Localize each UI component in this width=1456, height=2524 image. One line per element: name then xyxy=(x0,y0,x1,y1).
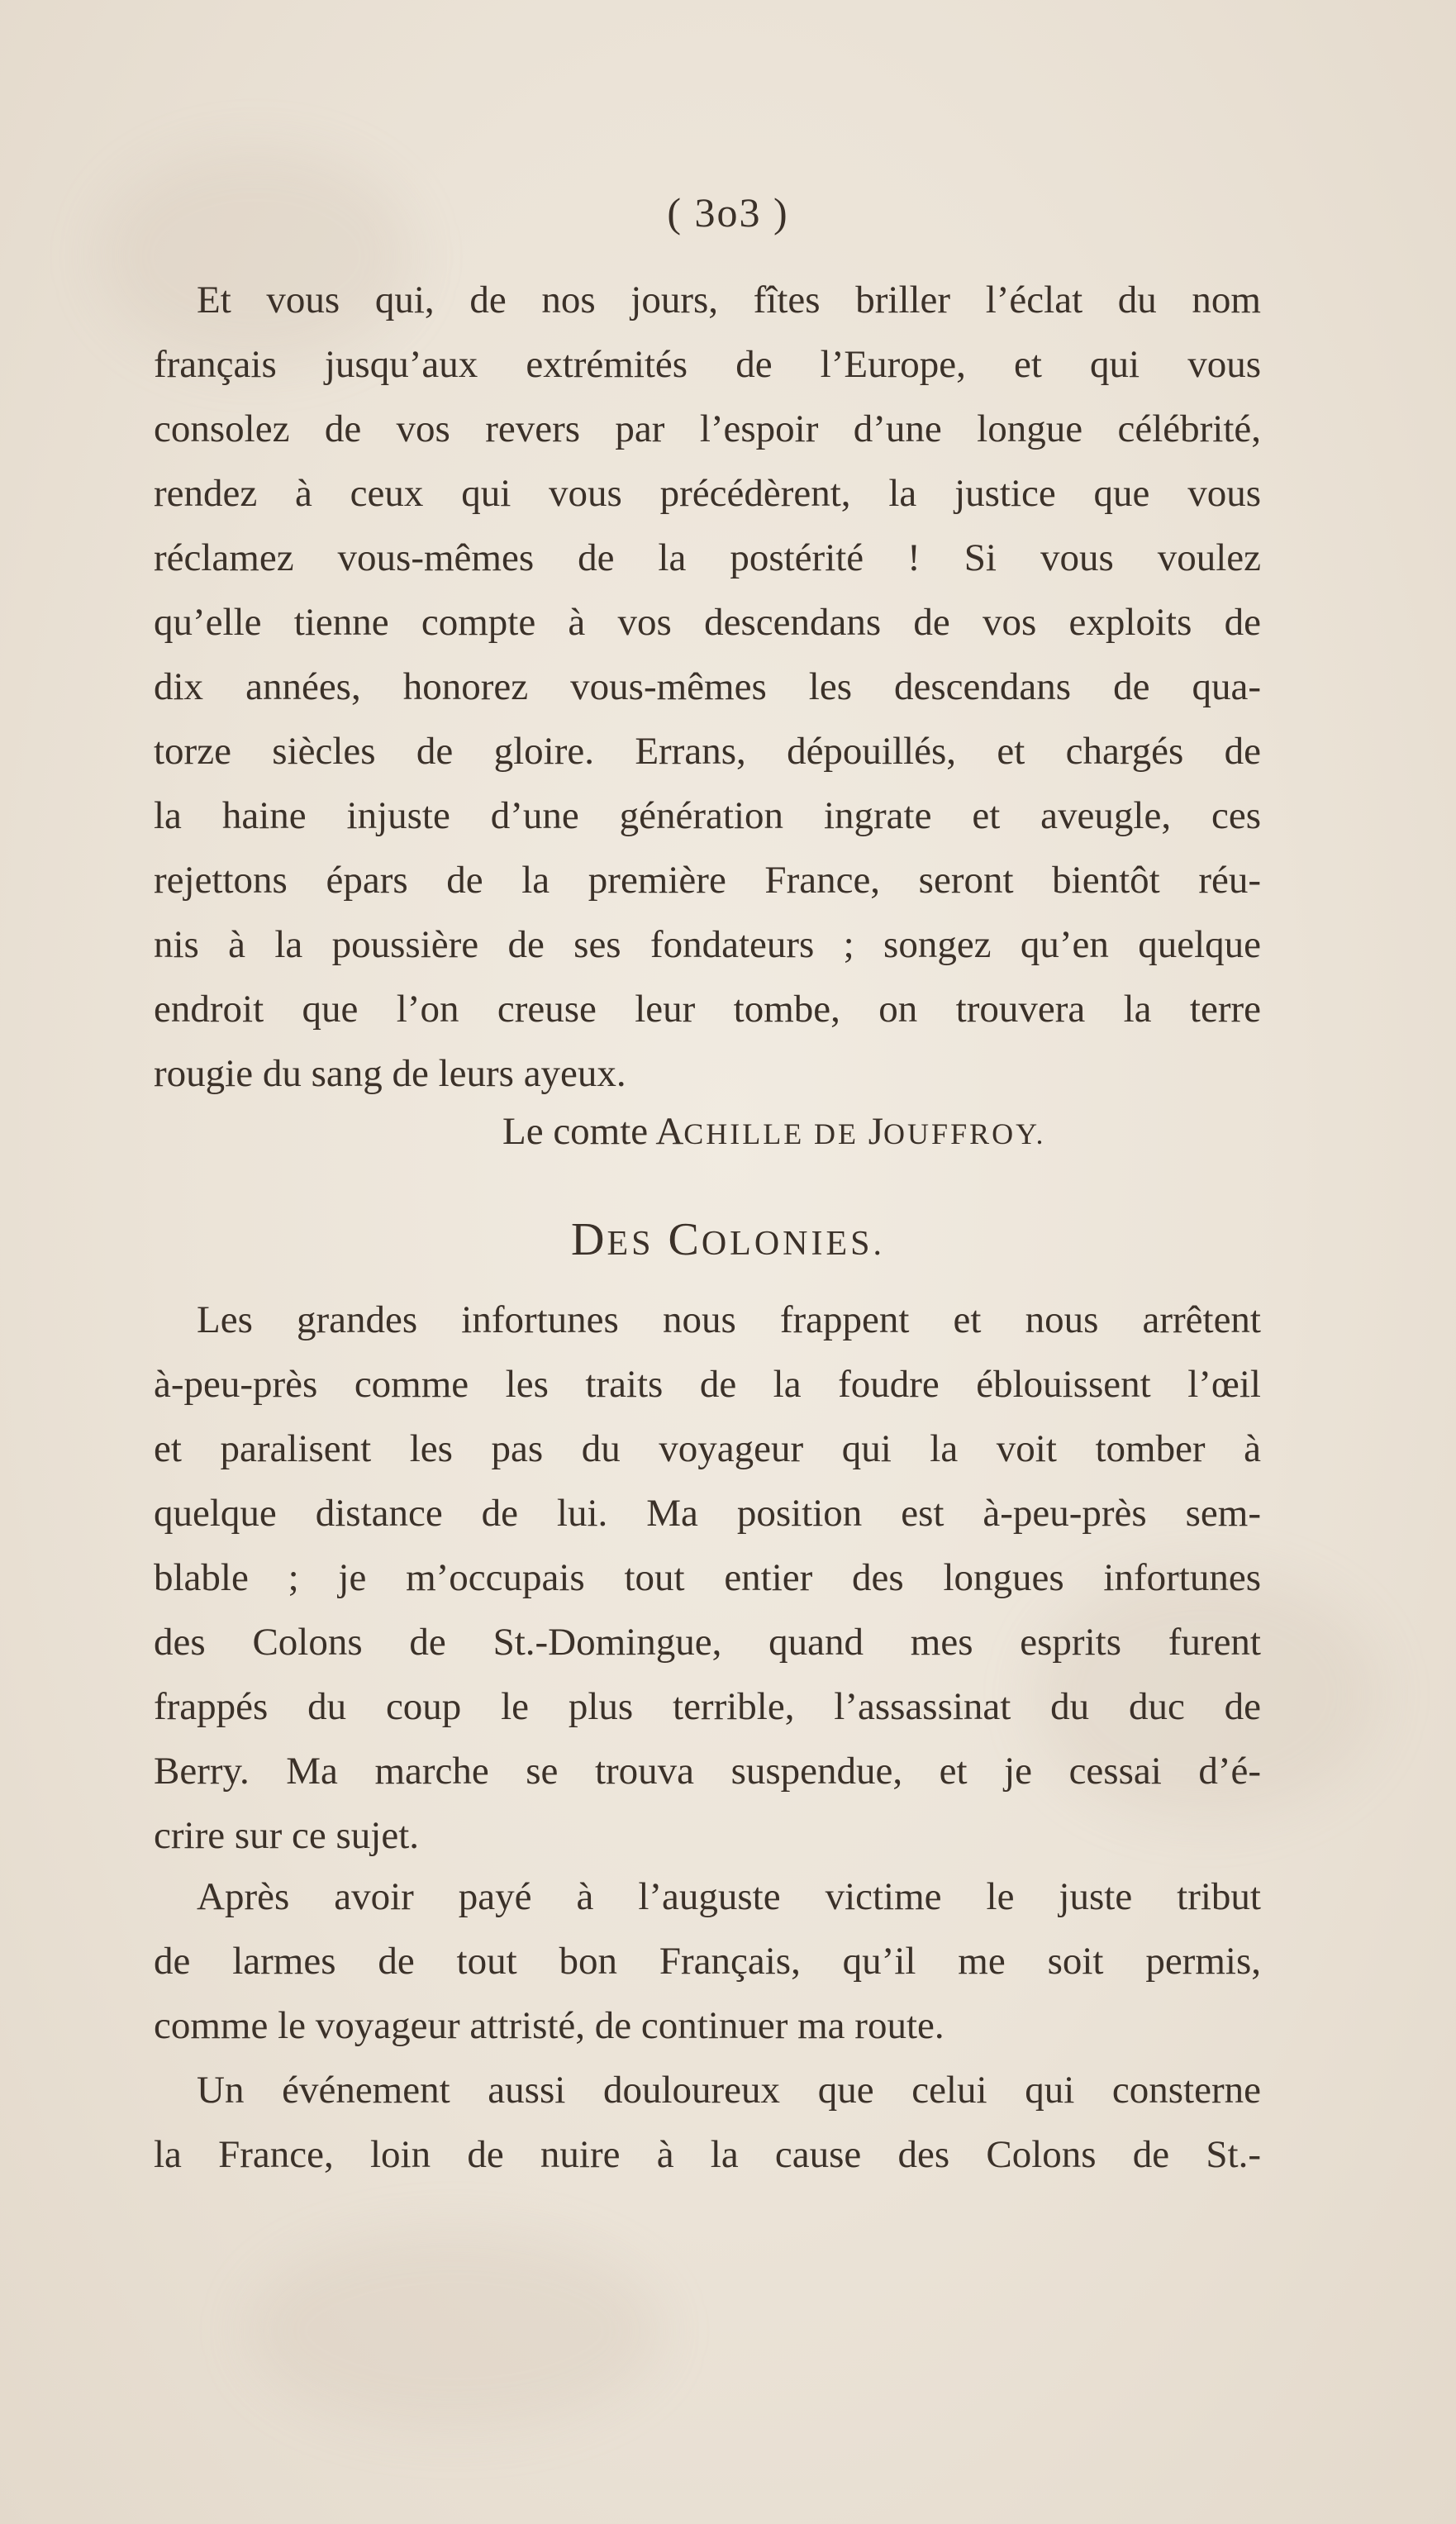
text-line: des Colons de St.-Domingue, quand mes esprits furent xyxy=(154,1621,1261,1664)
text-line: Berry. Ma marche se trouva suspendue, et je cessai d’é- xyxy=(154,1750,1261,1793)
title-smallcaps: ES xyxy=(607,1225,654,1263)
text-line: français jusqu’aux extrémités de l’Europe, et qui vous xyxy=(154,343,1261,386)
text-line: endroit que l’on creuse leur tombe, on trouvera la terre xyxy=(154,988,1261,1031)
paragraph-1 xyxy=(154,268,1261,1106)
author-signature xyxy=(502,1099,1045,1166)
signature-smallcaps: CHILLE xyxy=(683,1117,805,1150)
paragraph-4 xyxy=(154,2058,1261,2187)
title-smallcaps: OLONIES. xyxy=(701,1225,885,1263)
page-number: ( 3o3 ) xyxy=(667,189,789,236)
text-line: rendez à ceux qui vous précédèrent, la justice que vous xyxy=(154,472,1261,515)
text-line: frappés du coup le plus terrible, l’assassinat du duc de xyxy=(154,1685,1261,1728)
text-line: torze siècles de gloire. Errans, dépouillés, et chargés de xyxy=(154,730,1261,773)
text-line: de larmes de tout bon Français, qu’il me soit permis, xyxy=(154,1940,1261,1983)
text-line: Un événement aussi douloureux que celui qui consterne xyxy=(197,2069,1261,2112)
title-initial: D xyxy=(571,1214,607,1265)
signature-particle: DE xyxy=(814,1117,859,1150)
text-line: la France, loin de nuire à la cause des Colons de St.- xyxy=(154,2133,1261,2176)
text-line: consolez de vos revers par l’espoir d’une longue célébrité, xyxy=(154,407,1261,450)
text-line: et paralisent les pas du voyageur qui la voit tomber à xyxy=(154,1427,1261,1470)
paragraph-3 xyxy=(154,1864,1261,2058)
text-line: à-peu-près comme les traits de la foudre éblouissent l’œil xyxy=(154,1363,1261,1406)
text-line: la haine injuste d’une génération ingrate et aveugle, ces xyxy=(154,794,1261,837)
text-line: Les grandes infortunes nous frappent et nous arrêtent xyxy=(197,1298,1261,1341)
text-line: Et vous qui, de nos jours, fîtes briller l’éclat du nom xyxy=(197,279,1261,321)
text-line: comme le voyageur attristé, de continuer ma route. xyxy=(154,2004,944,2047)
text-line: crire sur ce sujet. xyxy=(154,1814,420,1857)
paper-stain xyxy=(248,2231,661,2430)
text-line: qu’elle tienne compte à vos descendans de vos exploits de xyxy=(154,601,1261,644)
signature-prefix: Le comte xyxy=(502,1110,656,1153)
text-line: quelque distance de lui. Ma position est à-peu-près sem- xyxy=(154,1492,1261,1535)
text-line: rougie du sang de leurs ayeux. xyxy=(154,1052,626,1095)
text-line: dix années, honorez vous-mêmes les descendans de qua- xyxy=(154,665,1261,708)
text-line: blable ; je m’occupais tout entier des longues infortunes xyxy=(154,1556,1261,1599)
text-line: nis à la poussière de ses fondateurs ; songez qu’en quelque xyxy=(154,923,1261,966)
section-title xyxy=(0,1207,1456,1277)
paragraph-2 xyxy=(154,1288,1261,1868)
text-line: réclamez vous-mêmes de la postérité ! Si vous voulez xyxy=(154,536,1261,579)
text-line: Après avoir payé à l’auguste victime le juste tribut xyxy=(197,1875,1261,1918)
title-initial: C xyxy=(668,1214,702,1265)
signature-smallcaps: OUFFROY. xyxy=(883,1117,1046,1150)
signature-initial: J xyxy=(868,1110,884,1153)
signature-initial: A xyxy=(655,1110,684,1153)
text-line: rejettons épars de la première France, seront bientôt réu- xyxy=(154,859,1261,902)
